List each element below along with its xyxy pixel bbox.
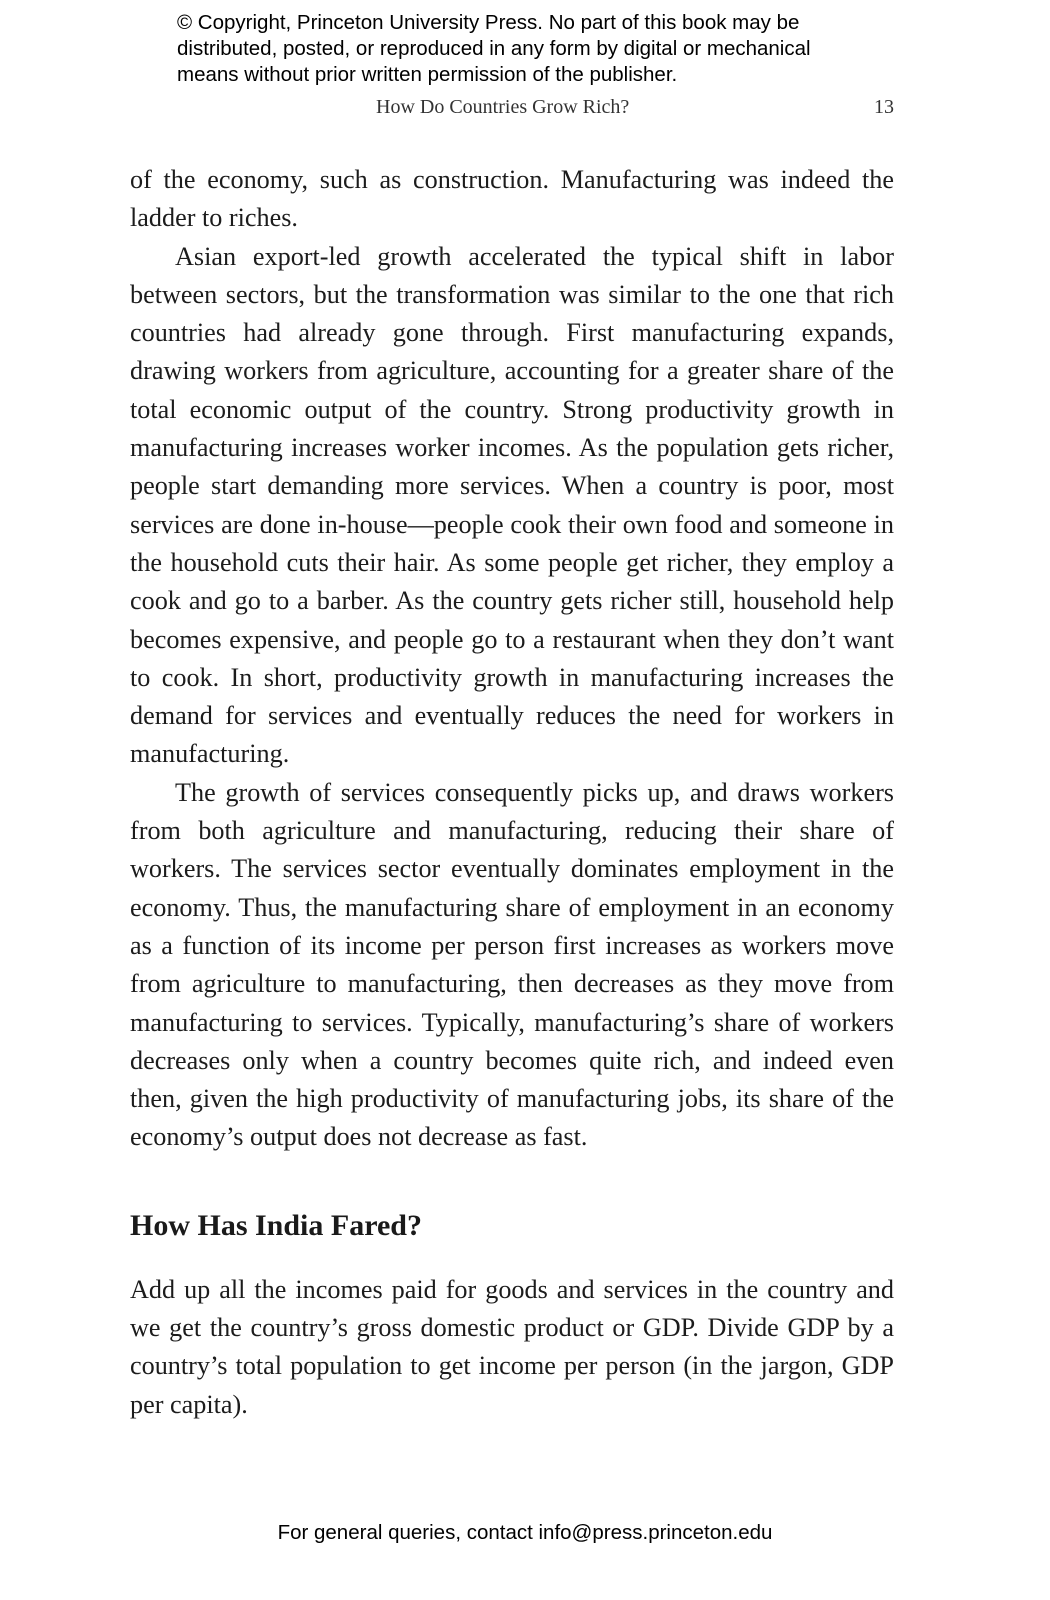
copyright-notice: © Copyright, Princeton University Press. No part of this book may be distributed, posted, or reproduced in any form by digital or mechanical means without prior written permission of the publisher. — [177, 11, 811, 86]
paragraph: Add up all the incomes paid for goods and services in the country and we get the country’s gross domestic product or GDP. Divide GDP by a country’s total population to get income per person (in the jargon, GDP per capita). — [130, 1274, 894, 1419]
paragraph: Asian export-led growth accelerated the typical shift in labor between sectors, but the transformation was similar to the one that rich countries had already gone through. First manufacturing expands, drawing workers from agriculture, accounting for a greater share of the total economic output of the country. Strong productivity growth in manufacturing increases worker incomes. As the population gets richer, people start demanding more services. When a country is poor, most services are done in-house—people cook their own food and someone in the household cuts their hair. As some people get richer, they employ a cook and go to a barber. As the country gets richer still, household help becomes expensive, and people go to a restaurant when they don’t want to cook. In short, productivity growth in manufacturing increases the demand for services and eventually reduces the need for workers in manufacturing. — [130, 241, 894, 769]
running-head-title: How Do Countries Grow Rich? — [376, 96, 630, 118]
body-text — [130, 161, 894, 1424]
paragraph-continued: of the economy, such as construction. Manufacturing was indeed the ladder to riches. — [130, 165, 894, 233]
page-number: 13 — [874, 96, 894, 118]
section-heading: How Has India Fared? — [130, 1208, 422, 1242]
paragraph: The growth of services consequently picks up, and draws workers from both agriculture and manufacturing, reducing their share of workers. The services sector eventually dominates employment in the economy. Thus, the manufacturing share of employment in an economy as a function of its income per person first increases as workers move from agriculture to manufacturing, then decreases as they move from manufacturing to services. Typically, manufacturing’s share of workers decreases only when a country becomes quite rich, and indeed even then, given the high productivity of manufacturing jobs, its share of the economy’s output does not decrease as fast. — [130, 777, 894, 1152]
footer-contact: For general queries, contact info@press.princeton.edu — [277, 1521, 773, 1544]
